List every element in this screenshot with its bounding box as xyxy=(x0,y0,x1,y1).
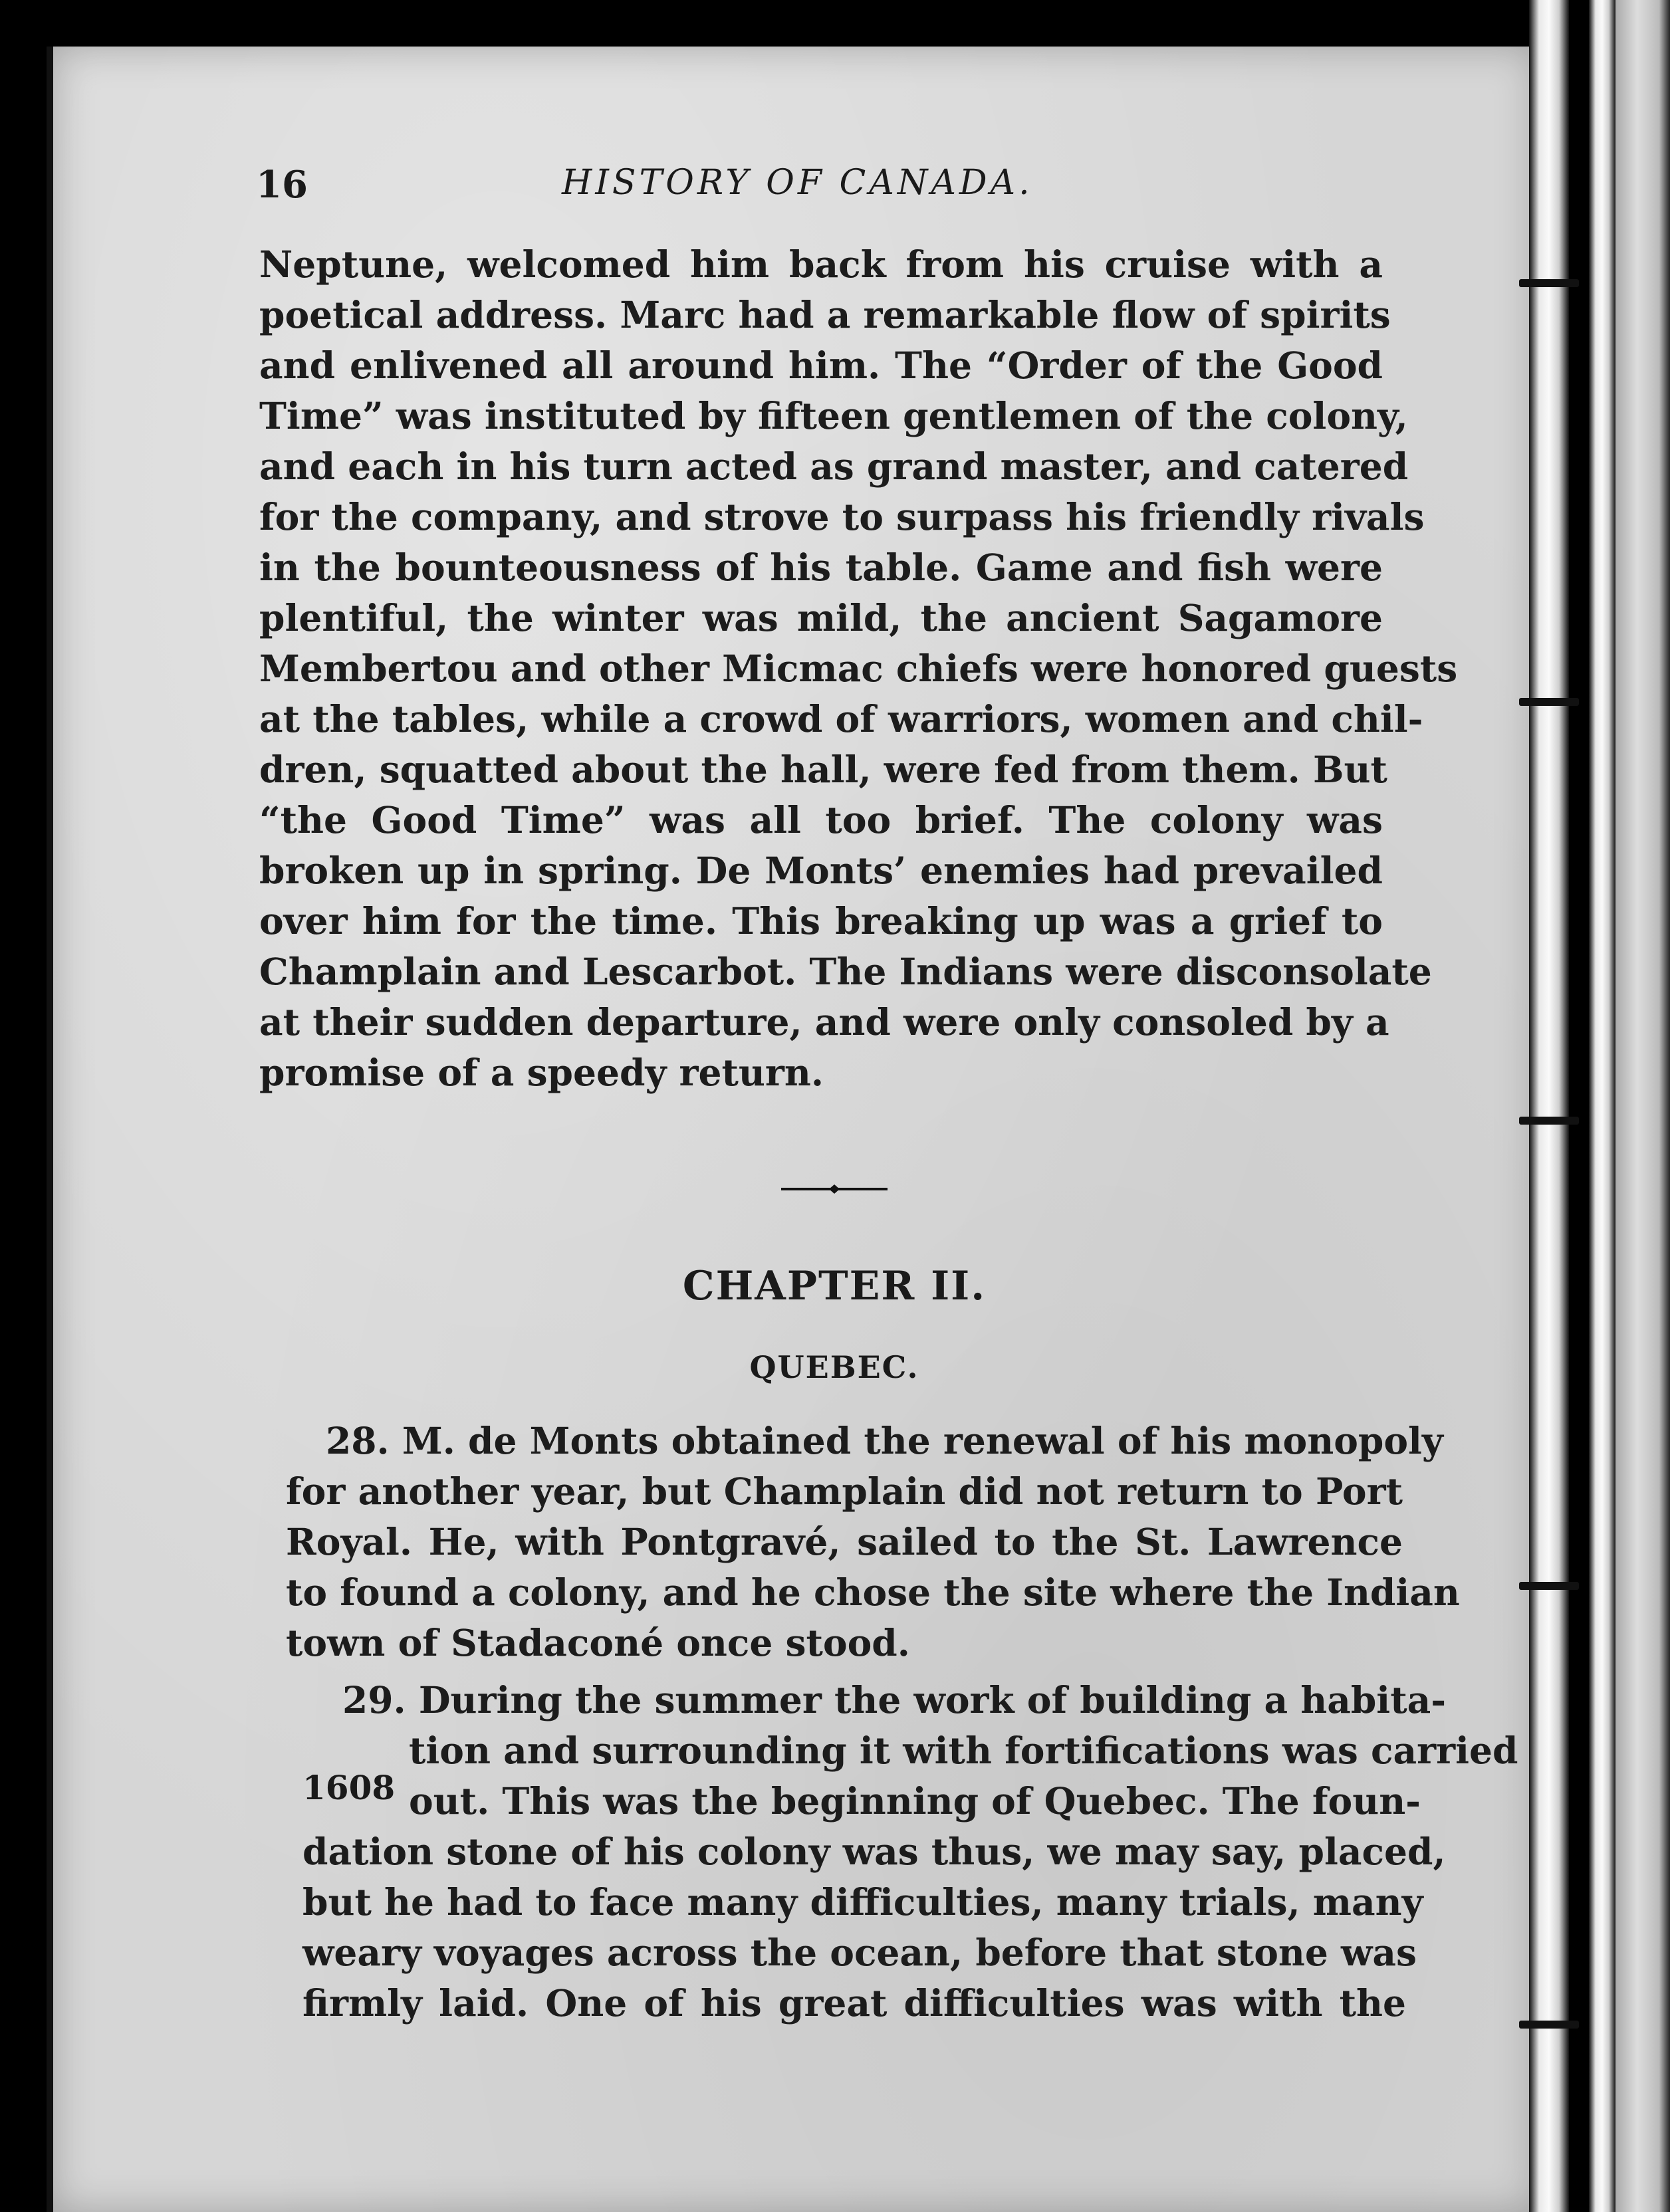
text-line: broken up in spring. De Monts’ enemies had prevailed xyxy=(259,849,1383,892)
text-line: and enlivened all around him. The “Order of the Good xyxy=(259,344,1383,387)
text-line: out. This was the beginning of Quebec. The foun- xyxy=(409,1779,1421,1823)
text-line: 28. M. de Monts obtained the renewal of his monopoly xyxy=(326,1419,1443,1462)
text-line: weary voyages across the ocean, before that stone was xyxy=(302,1931,1417,1974)
text-line: and each in his turn acted as grand master, and catered xyxy=(259,445,1409,488)
page-header xyxy=(256,163,1453,216)
text-line: Royal. He, with Pontgravé, sailed to the St. Lawrence xyxy=(286,1520,1403,1563)
text-line: “the Good Time” was all too brief. The colony was xyxy=(259,798,1383,841)
binding-stitch xyxy=(1519,1117,1579,1125)
text-line: promise of a speedy return. xyxy=(259,1051,824,1094)
book-spine-inner xyxy=(1589,0,1615,2212)
text-line: 29. During the summer the work of building a habita- xyxy=(342,1678,1447,1721)
text-line: Neptune, welcomed him back from his cruise with a xyxy=(259,243,1383,286)
text-line: but he had to face many difficulties, many trials, many xyxy=(302,1880,1423,1924)
chapter-subtitle: QUEBEC. xyxy=(749,1349,919,1385)
binding-stitch xyxy=(1519,2021,1579,2029)
text-line: Time” was instituted by fifteen gentlemen of the colony, xyxy=(259,394,1408,437)
text-line: tion and surrounding it with fortifications was carried xyxy=(409,1729,1518,1772)
text-line: plentiful, the winter was mild, the ancient Sagamore xyxy=(259,596,1383,639)
binding-stitch xyxy=(1519,1582,1579,1590)
text-line: in the bounteousness of his table. Game and fish were xyxy=(259,546,1383,589)
text-line: for another year, but Champlain did not return to Port xyxy=(286,1470,1403,1513)
text-line: firmly laid. One of his great difficulties was with the xyxy=(302,1981,1406,2025)
text-line: dation stone of his colony was thus, we may say, placed, xyxy=(302,1830,1446,1873)
text-line: Champlain and Lescarbot. The Indians were disconsolate xyxy=(259,950,1432,993)
paragraph-28 xyxy=(286,1416,1460,1668)
running-head: HISTORY OF CANADA. xyxy=(562,163,1033,203)
text-line: for the company, and strove to surpass his friendly rivals xyxy=(259,495,1425,538)
text-line: over him for the time. This breaking up was a grief to xyxy=(259,899,1383,942)
paragraph-29 xyxy=(302,1675,1518,2029)
chapter-title: CHAPTER II. xyxy=(682,1263,987,1309)
book-spine-edge xyxy=(1529,0,1569,2212)
margin-date-note: 1608 xyxy=(302,1768,396,1807)
text-line: dren, squatted about the hall, were fed from them. But xyxy=(259,748,1387,791)
binding-stitch xyxy=(1519,279,1579,287)
text-line: at their sudden departure, and were only consoled by a xyxy=(259,1000,1389,1044)
page-number: 16 xyxy=(256,163,308,207)
text-line: poetical address. Marc had a remarkable flow of spirits xyxy=(259,293,1391,336)
text-line: at the tables, while a crowd of warriors, women and chil- xyxy=(259,697,1423,740)
binding-stitch xyxy=(1519,698,1579,706)
facing-page-edge xyxy=(1615,0,1670,2212)
section-divider-ornament xyxy=(781,1184,888,1194)
body-text-continued xyxy=(259,239,1458,1098)
text-line: town of Stadaconé once stood. xyxy=(286,1621,910,1664)
text-line: Membertou and other Micmac chiefs were honored guests xyxy=(259,647,1458,690)
text-line: to found a colony, and he chose the site where the Indian xyxy=(286,1571,1460,1614)
